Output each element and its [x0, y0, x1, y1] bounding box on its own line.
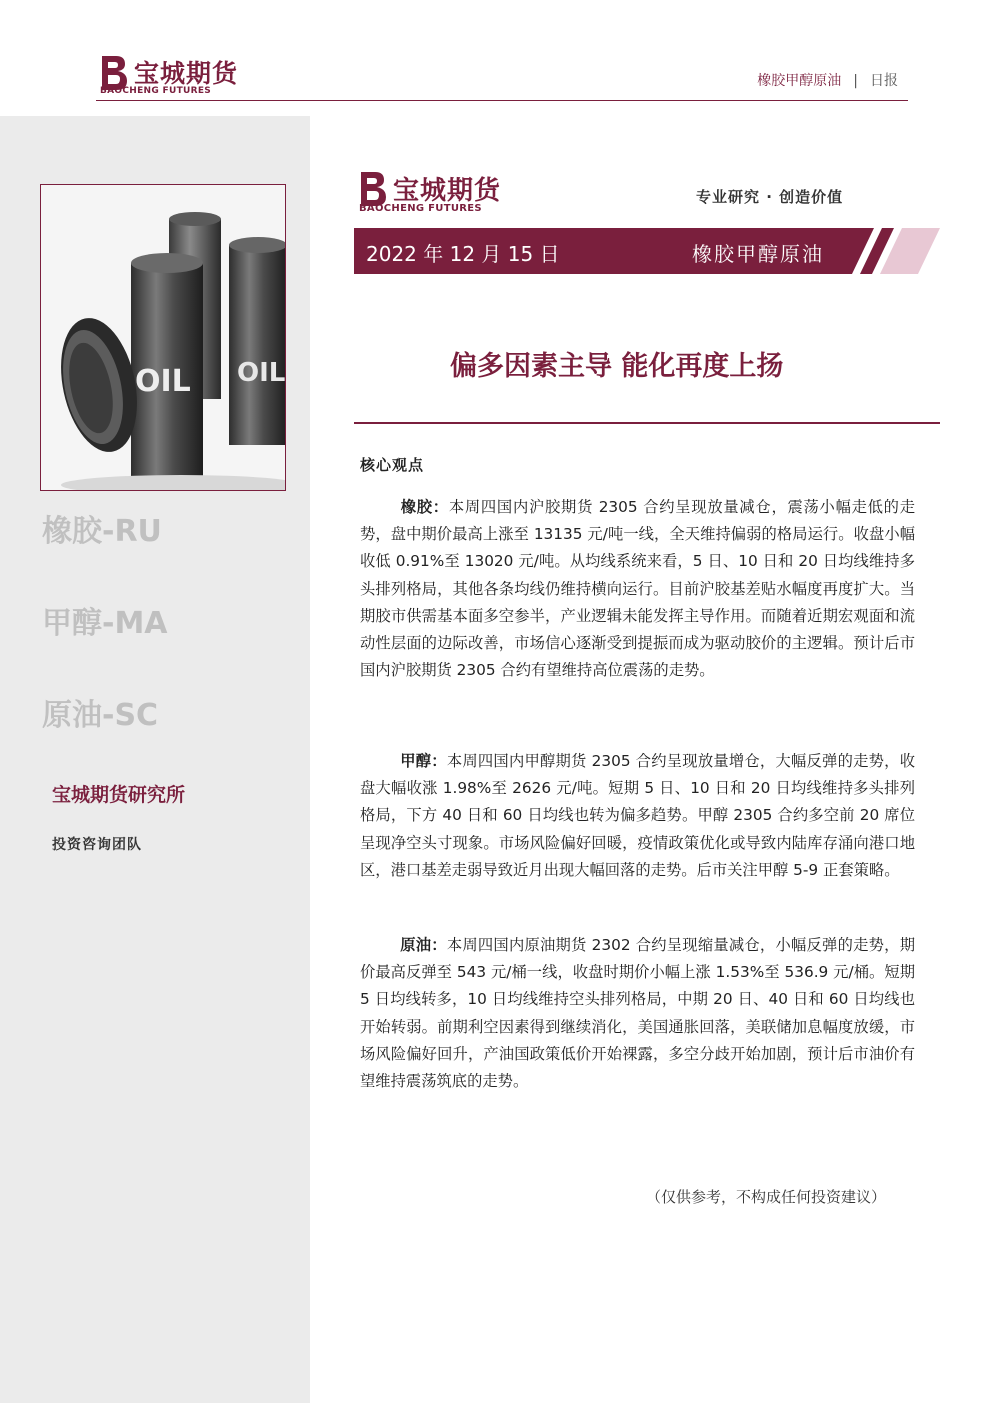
category-crude-oil: 原油-SC: [42, 698, 159, 733]
paragraph-crude-oil: [360, 932, 915, 1095]
oil-barrels-image: [40, 184, 286, 491]
report-title: 偏多因素主导 能化再度上扬: [450, 351, 784, 382]
disclaimer: （仅供参考，不构成任何投资建议）: [646, 1188, 887, 1206]
paragraph-lead: 甲醇：: [400, 752, 447, 770]
content-logo-english: BAOCHENG FUTURES: [359, 203, 482, 214]
oil-barrels-illustration: [41, 185, 285, 490]
slogan: 专业研究 · 创造价值: [696, 188, 844, 206]
title-divider: [354, 422, 940, 424]
paragraph-rubber: [360, 494, 915, 684]
content-logo-text: 宝城期货: [393, 176, 502, 206]
baocheng-logo-icon: [355, 168, 389, 208]
sidebar: [0, 116, 310, 1403]
paragraph-lead: 橡胶：: [400, 498, 449, 516]
header-separator: |: [853, 73, 858, 89]
header-category: 橡胶甲醇原油: [757, 73, 842, 89]
category-rubber: 橡胶-RU: [42, 514, 162, 549]
advisory-team: 投资咨询团队: [52, 837, 142, 853]
header-report-label: [757, 70, 898, 90]
category-methanol: 甲醇-MA: [42, 606, 168, 641]
report-topic: 橡胶甲醇原油: [692, 242, 824, 266]
header-logo-text: 宝城期货: [134, 59, 239, 88]
header-logo-english: BAOCHENG FUTURES: [100, 86, 212, 96]
paragraph-text: 本周四国内原油期货 2302 合约呈现缩量减仓，小幅反弹的走势，期价最高反弹至 543 元/桶一线，收盘时期价小幅上涨 1.53%至 536.9 元/桶。短期 5 日均线转多，10 日均线维持空头排列格局，中期 20 日、40 日和 60 日均线也开始转弱。前期利空因素得到继续消化，美国通胀回落，美联储加息幅度放缓，市场风险偏好回升，产油国政策低价开始裸露，多空分歧开始加剧，预计后市油价有望维持震荡筑底的走势。: [360, 936, 915, 1091]
report-date: 2022 年 12 月 15 日: [366, 242, 560, 266]
header-report-type: 日报: [870, 73, 898, 89]
header-divider: [96, 100, 908, 101]
paragraph-text: 本周四国内甲醇期货 2305 合约呈现放量增仓，大幅反弹的走势，收盘大幅收涨 1.98%至 2626 元/吨。短期 5 日、10 日和 20 日均线维持多头排列格局，下方 40 日和 60 日均线也转为偏多趋势。甲醇 2305 合约多空前 20 席位呈现净空头寸现象。市场风险偏好回暖，疫情政策优化或导致内陆库存涌向港口地区，港口基差走弱导致近月出现大幅回落的走势。后市关注甲醇 5-9 正套策略。: [360, 752, 915, 879]
barrel-label-right: OIL: [237, 358, 285, 388]
paragraph-methanol: [360, 748, 915, 884]
content-logo: [355, 168, 525, 218]
paragraph-text: 本周四国内沪胶期货 2305 合约呈现放量减仓，震荡小幅走低的走势，盘中期价最高上涨至 13135 元/吨一线，全天维持偏弱的格局运行。收盘小幅收低 0.91%至 13020 元/吨。从均线系统来看，5 日、10 日和 20 日均线维持多头排列格局，其他各条均线仍维持横向运行。目前沪胶基差贴水幅度再度扩大。当期胶市供需基本面多空参半，产业逻辑未能发挥主导作用。而随着近期宏观面和流动性层面的边际改善，市场信心逐渐受到提振而成为驱动胶价的主逻辑。预计后市国内沪胶期货 2305 合约有望维持高位震荡的走势。: [360, 498, 915, 680]
paragraph-lead: 原油：: [400, 936, 447, 954]
research-institute: 宝城期货研究所: [52, 784, 186, 806]
barrel-label-center: OIL: [135, 364, 191, 399]
header-logo: [96, 52, 256, 100]
core-view-heading: 核心观点: [360, 456, 425, 474]
banner-stripes: [860, 228, 942, 274]
